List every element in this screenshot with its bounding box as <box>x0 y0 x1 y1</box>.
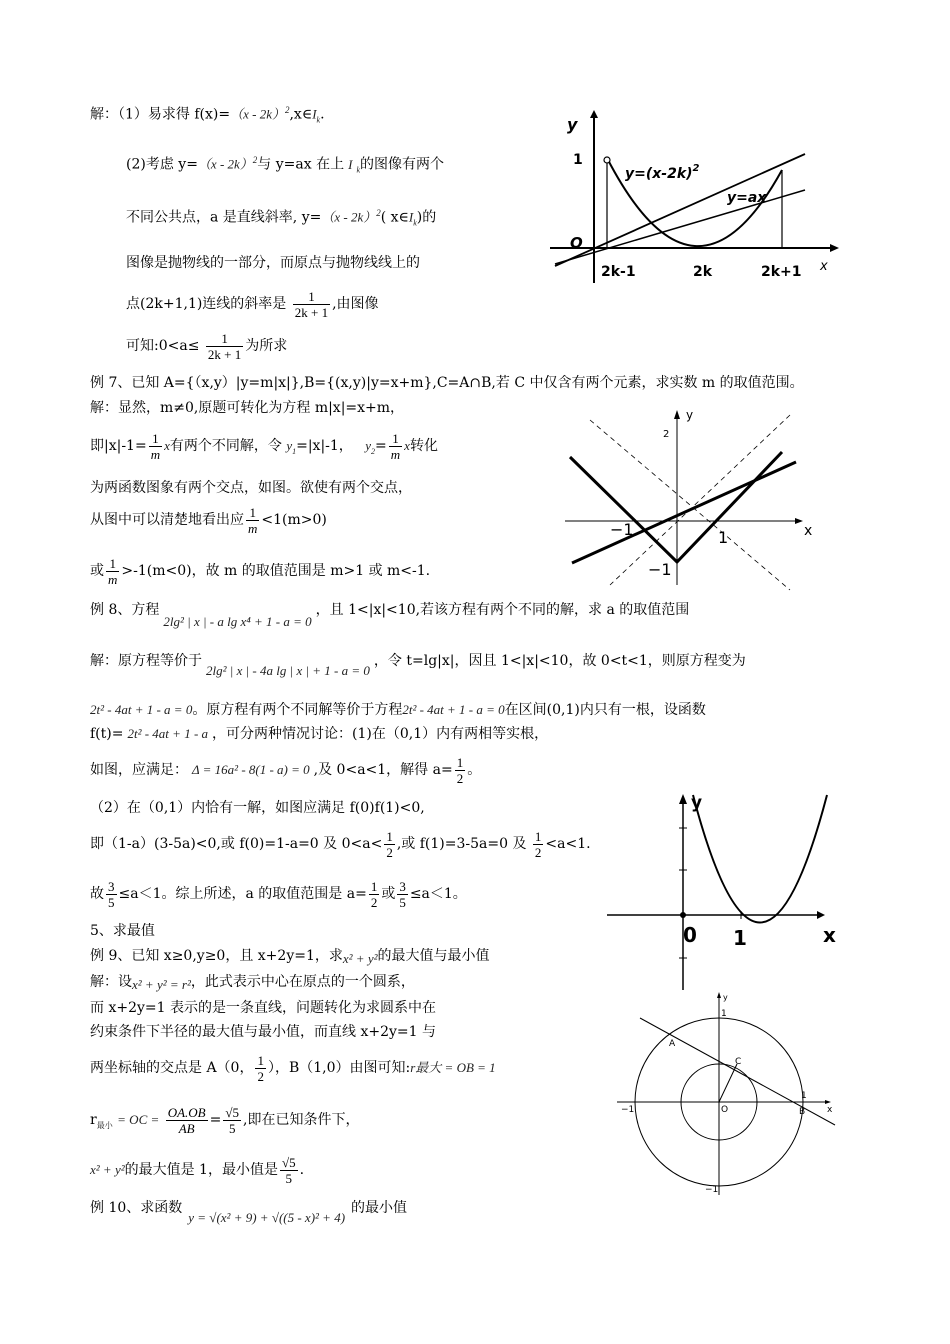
chord-line-ab <box>640 1018 835 1125</box>
line-9: 即|x|-1= $\frac{1}{m}$ x有两个不同解，令 $y_1=|x|-1$， $y_2=$ $\frac{1}{m}$ x转化 <box>90 430 438 462</box>
example-10: 例 10、求函数y = √(x² + 9) + √((5 - x)² + 4)的最小值 <box>90 1200 408 1225</box>
fraction-half-2: $\frac{1}{2}$ <box>386 828 393 860</box>
fraction-1-m-3: $\frac{1}{m}$ <box>248 504 258 536</box>
line-8: 解：显然，m≠0,原题可转化为方程 m|x|=x+m， <box>90 400 405 416</box>
label-plus1-x: 1 <box>718 528 729 547</box>
tick-2k-1: 2k-1 <box>601 264 636 280</box>
figure-circles <box>615 990 840 1200</box>
label-line: y=ax <box>727 190 767 206</box>
label-one: 1 <box>733 926 747 950</box>
line-15: 2t² - 4at + 1 - a = 0。原方程有两个不同解等价于方程2t² - 4at + 1 - a = 0在区间(0,1)内只有一根，设函数 <box>90 702 706 718</box>
fraction-3-5-a: $\frac{3}{5}$ <box>108 878 115 910</box>
label-B: B <box>799 1107 806 1117</box>
label-parabola: $y=(x-2k)^2$ <box>625 163 700 182</box>
x-axis-arrow <box>817 911 825 919</box>
tick-2k+1: 2k+1 <box>761 264 802 280</box>
label-left-minus1: −1 <box>621 1105 635 1115</box>
fraction-oa-ob: $\frac{OA.OB}{AB}$ <box>167 1104 206 1136</box>
figure-quadratic <box>605 790 845 995</box>
x-axis-arrow <box>825 1100 831 1104</box>
origin-dot <box>680 912 686 918</box>
label-x: x <box>827 1105 833 1115</box>
line-1: 解：（1）易求得 $f(x)=(x - 2k)^2,x\in I_k$. <box>90 105 325 125</box>
line-23: 解：设x² + y² = r²，此式表示中心在原点的一个圆系， <box>90 974 415 992</box>
label-x: x <box>820 259 828 274</box>
line-4: 图像是抛物线的一部分，而原点与抛物线线上的 <box>126 255 420 271</box>
line-12: 或 $\frac{1}{m}$ >-1(m<0)，故 m 的取值范围是 m>1 或 m<-1. <box>90 555 431 587</box>
tick-2k: 2k <box>693 264 713 280</box>
label-top-1: 1 <box>721 1009 727 1019</box>
label-minus1-y: −1 <box>648 560 672 579</box>
label-A: A <box>669 1039 676 1049</box>
label-minus1-x: −1 <box>610 520 634 539</box>
straight-line <box>572 462 796 563</box>
line-3: 不同公共点，a 是直线斜率, y=（x - 2k）$^2$( $x\in I_k$)的 <box>126 208 437 228</box>
label-y: y <box>723 993 728 1002</box>
line-10: 为两函数图象有两个交点，如图。欲使有两个交点， <box>90 480 412 496</box>
fraction-half-3: $\frac{1}{2}$ <box>534 828 542 860</box>
figure-v-and-line <box>560 405 830 590</box>
label-one: 1 <box>573 152 583 168</box>
fraction-1-m-2: $\frac{1}{m}$ <box>390 430 401 462</box>
parabola-curve <box>693 795 827 923</box>
y-axis-arrow <box>717 992 721 998</box>
fraction-half-4: $\frac{1}{2}$ <box>370 878 378 910</box>
fraction-bound: $\frac{1}{2k + 1}$ <box>207 330 242 362</box>
fraction-half-1: $\frac{1}{2}$ <box>456 754 464 786</box>
line-y-ax-lower <box>555 190 805 264</box>
line-17: 如图，应满足： Δ = 16a² - 8(1 - a) = 0 ,及 0<a<1，解得 a= $\frac{1}{2}$ 。 <box>90 754 482 786</box>
line-18: （2）在（0,1）内恰有一解，如图应满足 f(0)f(1)<0, <box>90 800 425 816</box>
line-5: 点(2k+1,1)连线的斜率是 $\frac{1}{2k + 1}$ ,由图像 <box>126 288 379 320</box>
x-axis-arrow <box>830 244 839 252</box>
label-origin: 0 <box>683 923 697 947</box>
y-axis-arrow <box>590 110 598 118</box>
open-endpoint <box>604 157 610 163</box>
label-bottom-minus1: −1 <box>705 1185 719 1195</box>
label-two: 2 <box>663 429 670 440</box>
fraction-3-5-b: $\frac{3}{5}$ <box>399 878 406 910</box>
line-26: 两坐标轴的交点是 A（0， $\frac{1}{2}$ ），B（1,0）由图可知:r最大 = OB = 1 <box>90 1052 496 1084</box>
fraction-root5-a: $\frac{√5}{5}$ <box>225 1104 240 1136</box>
label-C: C <box>735 1057 742 1067</box>
line-11: 从图中可以清楚地看出应 $\frac{1}{m}$ <1(m>0) <box>90 504 327 536</box>
fraction-1-m: $\frac{1}{m}$ <box>150 430 161 462</box>
line-25: 约束条件下半径的最大值与最小值，而直线 x+2y=1 与 <box>90 1024 436 1040</box>
example-9: 例 9、已知 x≥0,y≥0，且 x+2y=1，求x² + y²的最大值与最小值 <box>90 948 490 966</box>
label-x: x <box>804 523 813 539</box>
label-x: x <box>823 923 836 947</box>
fraction-slope: $\frac{1}{2k + 1}$ <box>294 288 329 320</box>
label-y: y <box>691 793 703 813</box>
fraction-1-m-4: $\frac{1}{m}$ <box>108 555 118 587</box>
label-origin: O <box>721 1105 729 1115</box>
label-y: y <box>567 115 578 134</box>
y-axis-arrow <box>679 794 687 804</box>
label-right-1: 1 <box>801 1091 807 1101</box>
line-16: f(t)= 2t² - 4at + 1 - a ，可分两种情况讨论：(1)在（0,1）内有两相等实根， <box>90 726 549 742</box>
line-6: 可知:0<a≤ $\frac{1}{2k + 1}$ 为所求 <box>126 330 288 362</box>
v-shape-curve <box>570 452 782 562</box>
radius-oc <box>719 1064 737 1102</box>
line-27: $r_{最小}$ = OC = $\frac{OA.OB}{AB}$ = $\frac{√5}{5}$ ,即在已知条件下， <box>90 1104 360 1136</box>
line-14: 解：原方程等价于2lg² | x | - 4a lg | x | + 1 - a = 0，令 t=lg|x|，因且 1<|x|<10，故 0<t<1，则原方程变为 <box>90 653 746 678</box>
fraction-root5-b: $\frac{√5}{5}$ <box>281 1154 296 1186</box>
label-origin: O <box>570 234 583 252</box>
line-20: 故 $\frac{3}{5}$ ≤a＜1。综上所述，a 的取值范围是 a= $\frac{1}{2}$ 或 $\frac{3}{5}$ ≤a＜1。 <box>90 878 467 910</box>
y-axis-arrow <box>674 410 680 419</box>
section-heading: 5、求最值 <box>90 923 155 939</box>
figure-parabola-line <box>545 108 845 288</box>
label-y: y <box>686 408 694 422</box>
example-7: 例 7、已知 A={（x,y）|y=m|x|},B={(x,y)|y=x+m},C=A∩B,若 C 中仅含有两个元素，求实数 m 的取值范围。 <box>90 375 804 391</box>
example-8: 例 8、方程2lg² | x | - a lg x⁴ + 1 - a = 0，且 1<|x|<10,若该方程有两个不同的解，求 a 的取值范围 <box>90 602 690 629</box>
fraction-half-5: $\frac{1}{2}$ <box>257 1052 264 1084</box>
x-axis-arrow <box>795 518 803 524</box>
line-24: 而 x+2y=1 表示的是一条直线，问题转化为求圆系中在 <box>90 1000 436 1016</box>
diag-dashed-2 <box>610 415 790 585</box>
line-28: x² + y²的最大值是 1，最小值是 $\frac{√5}{5}$ . <box>90 1154 305 1186</box>
line-19: 即（1-a）(3-5a)<0,或 f(0)=1-a=0 及 0<a< $\frac{1}{2}$ ,或 f(1)=3-5a=0 及 $\frac{1}{2}$ <a<1. <box>90 828 591 860</box>
line-2: (2)考虑 y=（x - 2k）$^2$与 y=ax 在上 I $_k$的图像有两个 <box>126 155 444 175</box>
